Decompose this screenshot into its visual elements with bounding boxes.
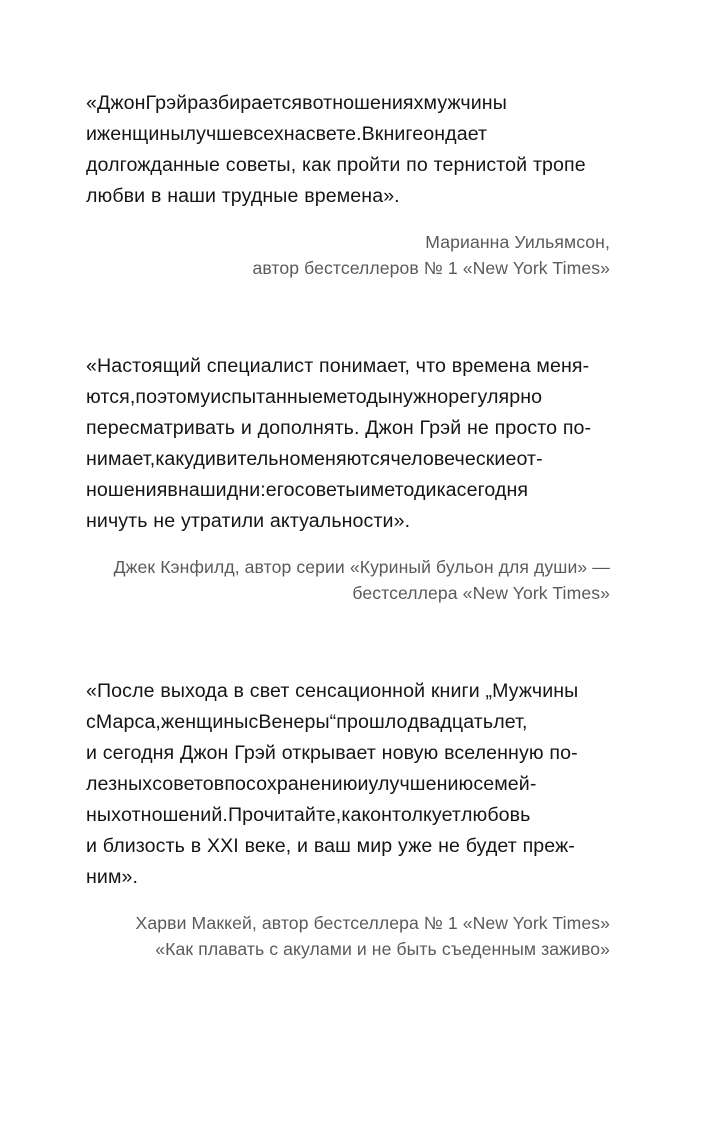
praise-content (86, 88, 610, 962)
attribution-line: автор бестселлеров № 1 «New York Times» (252, 258, 610, 278)
quote-line: и сегодня Джон Грэй открывает новую вселенную по- (86, 742, 578, 764)
quote-line: ничуть не утратили актуальности». (86, 510, 411, 532)
testimonial-williamson (86, 88, 610, 281)
attribution-line: бестселлера «New York Times» (352, 583, 610, 603)
testimonial-canfield (86, 351, 610, 606)
quote-attribution (86, 910, 610, 962)
quote-attribution (86, 554, 610, 606)
testimonial-mackay (86, 676, 610, 962)
attribution-line: Марианна Уильямсон, (425, 232, 610, 252)
attribution-line: «Как плавать с акулами и не быть съеденным заживо» (155, 939, 610, 959)
quote-line: ношениявнашидни:егосоветыиметодикасегодня (86, 479, 529, 501)
attribution-line: Харви Маккей, автор бестселлера № 1 «New York Times» (135, 913, 610, 933)
quote-text (86, 88, 610, 212)
quote-line: лезныхсоветовпосохранениюиулучшениюсемей- (86, 773, 537, 795)
quote-line: «После выхода в свет сенсационной книги „Мужчины (86, 680, 579, 702)
quote-line: «ДжонГрэйразбираетсявотношенияхмужчины (86, 92, 507, 114)
quote-line: иженщинылучшевсехнасвете.Вкнигеондает (86, 123, 488, 145)
quote-line: любви в наши трудные времена». (86, 185, 400, 207)
quote-line: «Настоящий специалист понимает, что времена меня- (86, 355, 590, 377)
quote-attribution (86, 229, 610, 281)
quote-line: сМарса,женщинысВенеры“прошлодвадцатьлет, (86, 711, 528, 733)
attribution-line: Джек Кэнфилд, автор серии «Куриный бульон для души» — (113, 557, 610, 577)
quote-text (86, 676, 610, 893)
quote-line: и близость в XXI веке, и ваш мир уже не будет преж- (86, 835, 575, 857)
quote-line: пересматривать и дополнять. Джон Грэй не просто по- (86, 417, 592, 439)
quote-line: ныхотношений.Прочитайте,каконтолкуетлюбовь (86, 804, 531, 826)
quote-line: нимает,какудивительноменяютсячеловеческиеот- (86, 448, 543, 470)
quote-line: ются,поэтомуиспытанныеметодынужнорегулярно (86, 386, 543, 408)
quote-text (86, 351, 610, 537)
quote-line: долгожданные советы, как пройти по тернистой тропе (86, 154, 586, 176)
quote-line: ним». (86, 866, 139, 888)
